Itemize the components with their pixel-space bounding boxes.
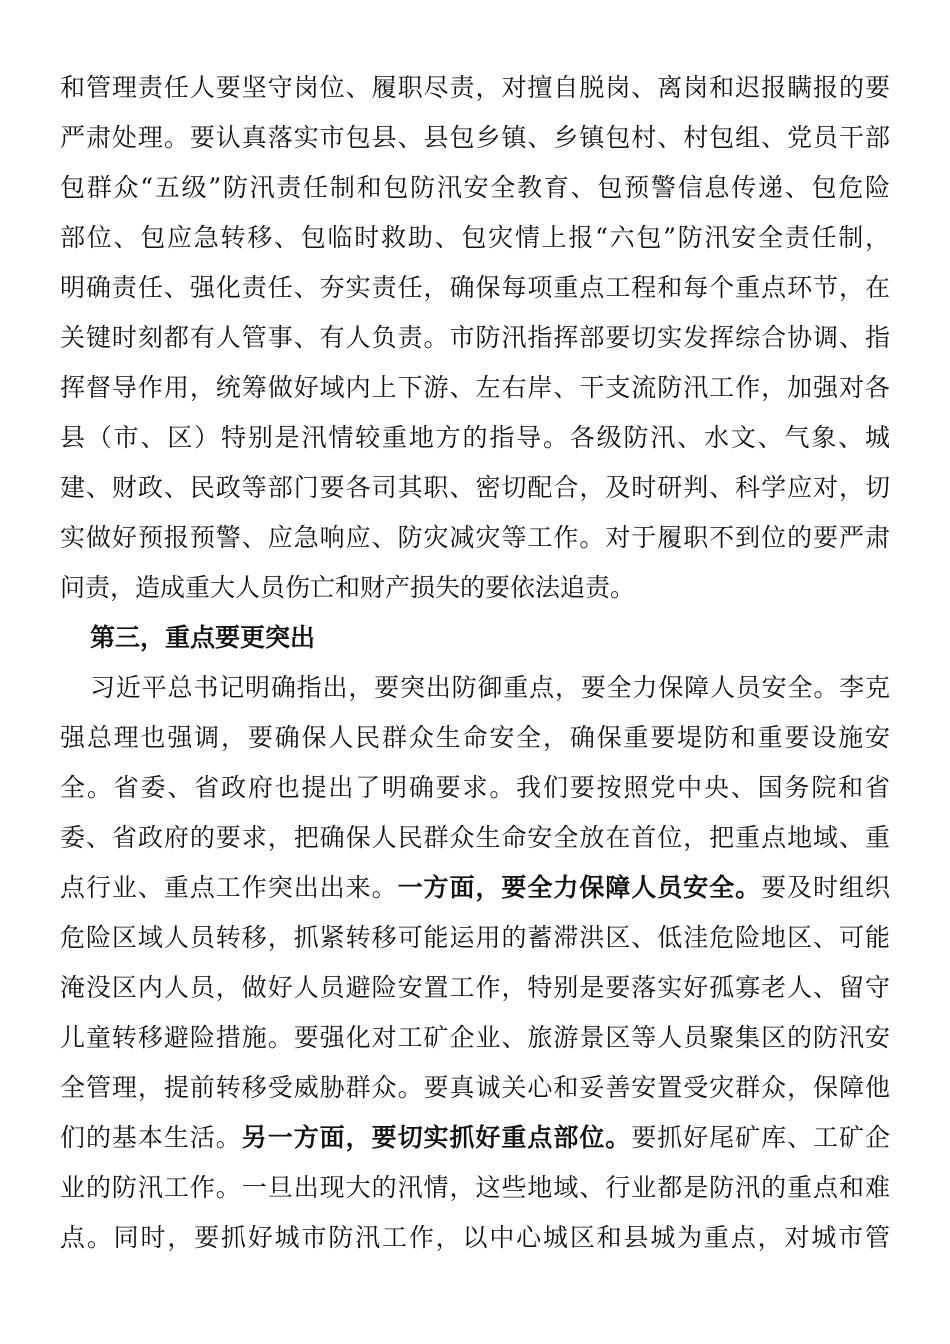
paragraph-line: 关键时刻都有人管事、有人负责。市防汛指挥部要切实发挥综合协调、指 [60,323,890,352]
paragraph-line: 挥督导作用，统筹做好域内上下游、左右岸、干支流防汛工作，加强对各 [60,373,890,402]
paragraph-line: 危险区域人员转移，抓紧转移可能运用的蓄滞洪区、低洼危险地区、可能 [60,923,890,952]
paragraph-line: 点。同时，要抓好城市防汛工作，以中心城区和县城为重点，对城市管 [60,1223,890,1252]
bold-emphasis: 另一方面，要切实抓好重点部位。 [241,1123,632,1152]
paragraph-line-mixed [60,868,890,908]
paragraph-line: 问责，造成重大人员伤亡和财产损失的要依法追责。 [60,573,636,602]
paragraph-line: 习近平总书记明确指出，要突出防御重点，要全力保障人员安全。李克 [90,673,890,702]
paragraph-line: 全管理，提前转移受威胁群众。要真诚关心和妥善安置受灾群众，保障他 [60,1073,890,1102]
plain-text: 要及时组织 [761,873,890,902]
paragraph-line: 实做好预报预警、应急响应、防灾减灾等工作。对于履职不到位的要严肃 [60,523,890,552]
paragraph-line: 明确责任、强化责任、夯实责任，确保每项重点工程和每个重点环节，在 [60,273,890,302]
plain-text: 要抓好尾矿库、工矿企 [631,1123,890,1152]
bold-emphasis: 一方面，要全力保障人员安全。 [397,873,762,902]
paragraph-line: 严肃处理。要认真落实市包县、县包乡镇、乡镇包村、村包组、党员干部 [60,123,890,152]
paragraph-line: 强总理也强调，要确保人民群众生命安全，确保重要堤防和重要设施安 [60,723,890,752]
section-heading: 第三，重点要更突出 [90,623,316,652]
paragraph-line: 部位、包应急转移、包临时救助、包灾情上报“六包”防汛安全责任制， [60,223,890,252]
paragraph-line: 委、省政府的要求，把确保人民群众生命安全放在首位，把重点地域、重 [60,823,890,852]
plain-text: 们的基本生活。 [60,1123,242,1152]
paragraph-line: 包群众“五级”防汛责任制和包防汛安全教育、包预警信息传递、包危险 [60,173,890,202]
paragraph-line: 和管理责任人要坚守岗位、履职尽责，对擅自脱岗、离岗和迟报瞒报的要 [60,73,890,102]
paragraph-line: 建、财政、民政等部门要各司其职、密切配合，及时研判、科学应对，切 [60,473,890,502]
plain-text: 点行业、重点工作突出出来。 [60,873,398,902]
paragraph-line: 县（市、区）特别是汛情较重地方的指导。各级防汛、水文、气象、城 [60,423,890,452]
paragraph-line: 全。省委、省政府也提出了明确要求。我们要按照党中央、国务院和省 [60,773,890,802]
paragraph-line-mixed [60,1118,890,1158]
paragraph-line: 儿童转移避险措施。要强化对工矿企业、旅游景区等人员聚集区的防汛安 [60,1023,890,1052]
paragraph-line: 淹没区内人员，做好人员避险安置工作，特别是要落实好孤寡老人、留守 [60,973,890,1002]
paragraph-line: 业的防汛工作。一旦出现大的汛情，这些地域、行业都是防汛的重点和难 [60,1173,890,1202]
